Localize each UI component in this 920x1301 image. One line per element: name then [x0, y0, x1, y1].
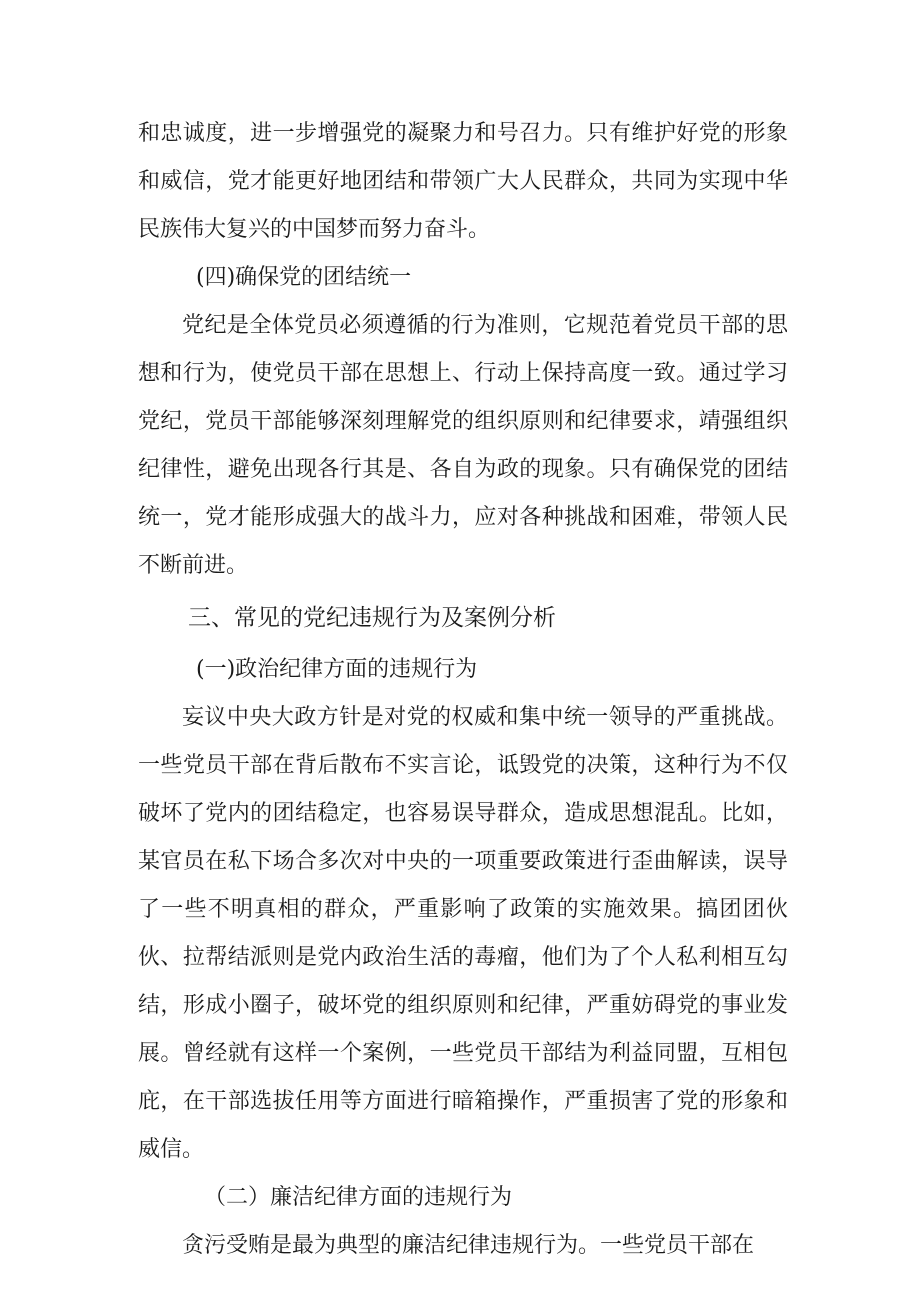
subheading-integrity-discipline: （二）廉洁纪律方面的违规行为	[204, 1185, 513, 1210]
subheading-ensure-unity: (四)确保党的团结统一	[196, 265, 412, 290]
paragraph-political-violations: 妄议中央大政方针是对党的权威和集中统一领导的严重挑战。一些党员干部在背后散布不实言论，诋毁党的决策，这种行为不仅破坏了党内的团结稳定，也容易误导群众，造成思想混乱。比如，某官员在私下场合多次对中央的一项重要政策进行歪曲解读，误导了一些不明真相的群众，严重影响了政策的实施效果。搞团团伙伙、拉帮结派则是党内政治生活的毒瘤，他们为了个人私利相互勾结，形成小圈子，破坏党的组织原则和纪律，严重妨碍党的事业发展。曾经就有这样一个案例，一些党员干部结为利益同盟，互相包庇，在干部选拔任用等方面进行暗箱操作，严重损害了党的形象和威信。	[138, 705, 788, 1162]
paragraph-corruption: 贪污受贿是最为典型的廉洁纪律违规行为。一些党员干部在	[182, 1233, 755, 1258]
section-heading-violations: 三、常见的党纪违规行为及案例分析	[188, 605, 556, 631]
subheading-political-discipline: (一)政治纪律方面的违规行为	[196, 657, 478, 682]
paragraph-continuation: 和忠诚度，进一步增强党的凝聚力和号召力。只有维护好党的形象和威信，党才能更好地团结和带领广大人民群众，共同为实现中华民族伟大复兴的中国梦而努力奋斗。	[138, 121, 788, 242]
paragraph-party-discipline: 党纪是全体党员必须遵循的行为准则，它规范着党员干部的思想和行为，使党员干部在思想上、行动上保持高度一致。通过学习党纪，党员干部能够深刻理解党的组织原则和纪律要求，靖强组织纪律性，避免出现各行其是、各自为政的现象。只有确保党的团结统一，党才能形成强大的战斗力，应对各种挑战和困难，带领人民不断前进。	[138, 313, 788, 578]
document-page	[138, 110, 788, 1270]
